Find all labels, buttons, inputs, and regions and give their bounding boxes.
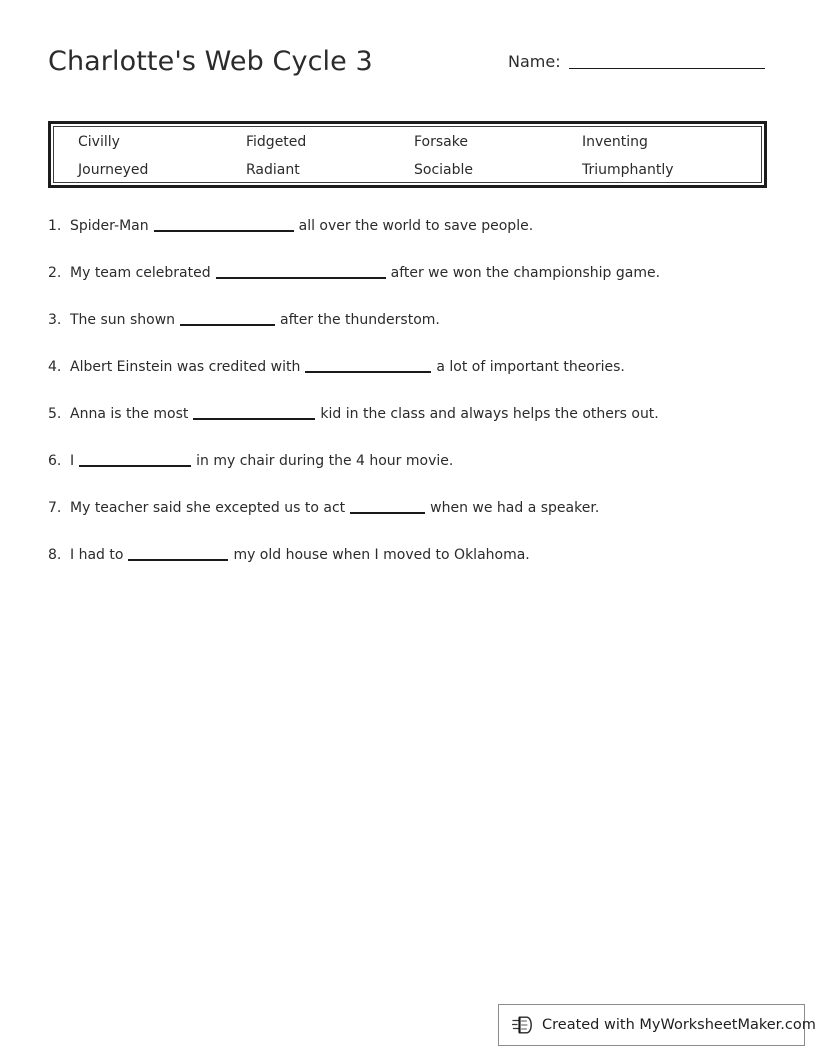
question-item <box>48 404 778 451</box>
word-bank-word: Inventing <box>582 134 648 150</box>
question-body <box>70 310 440 330</box>
question-text-before-blank: I had to <box>70 547 124 563</box>
name-input-line[interactable] <box>569 68 765 69</box>
question-number: 4. <box>48 359 62 375</box>
question-body <box>70 216 533 236</box>
answer-blank-line[interactable] <box>128 559 228 561</box>
question-body <box>70 545 530 565</box>
word-bank-inner-border <box>53 126 762 183</box>
question-text-after-blank: a lot of important theories. <box>436 359 625 375</box>
question-text-before-blank: The sun shown <box>70 312 176 328</box>
word-bank-word: Forsake <box>414 134 468 150</box>
word-bank-row <box>54 161 761 189</box>
question-text-after-blank: after we won the championship game. <box>390 265 661 281</box>
footer-attribution-badge[interactable] <box>498 1004 816 1046</box>
question-number: 1. <box>48 218 62 234</box>
name-label: Name: <box>508 52 561 71</box>
word-bank-word: Sociable <box>414 162 474 178</box>
answer-blank-line[interactable] <box>79 465 191 467</box>
question-text-after-blank: all over the world to save people. <box>298 218 534 234</box>
question-item <box>48 310 778 357</box>
question-item <box>48 263 778 310</box>
answer-blank-line[interactable] <box>180 324 275 326</box>
question-item <box>48 451 778 498</box>
answer-blank-line[interactable] <box>216 277 386 279</box>
question-text-after-blank: my old house when I moved to Oklahoma. <box>233 547 530 563</box>
question-text-before-blank: Spider-Man <box>70 218 149 234</box>
worksheet-header <box>0 0 816 110</box>
word-bank-row <box>54 133 761 161</box>
question-text-before-blank: My team celebrated <box>70 265 211 281</box>
question-list <box>48 216 778 592</box>
question-number: 2. <box>48 265 62 281</box>
answer-blank-line[interactable] <box>193 418 315 420</box>
question-item <box>48 357 778 404</box>
word-bank-word: Journeyed <box>78 162 149 178</box>
worksheet-maker-logo-icon <box>512 1014 534 1036</box>
question-number: 7. <box>48 500 62 516</box>
question-text-before-blank: Albert Einstein was credited with <box>70 359 301 375</box>
question-text-after-blank: in my chair during the 4 hour movie. <box>196 453 454 469</box>
question-item <box>48 498 778 545</box>
answer-blank-line[interactable] <box>154 230 294 232</box>
word-bank-word: Civilly <box>78 134 120 150</box>
question-text-after-blank: when we had a speaker. <box>430 500 600 516</box>
footer-attribution-text: Created with MyWorksheetMaker.com <box>542 1017 816 1033</box>
name-field-group <box>508 52 765 72</box>
answer-blank-line[interactable] <box>350 512 425 514</box>
question-body <box>70 498 599 518</box>
word-bank-word: Triumphantly <box>582 162 674 178</box>
question-number: 3. <box>48 312 62 328</box>
question-number: 5. <box>48 406 62 422</box>
question-text-before-blank: Anna is the most <box>70 406 189 422</box>
page-title: Charlotte's Web Cycle 3 <box>48 46 373 77</box>
question-text-before-blank: My teacher said she excepted us to act <box>70 500 346 516</box>
question-item <box>48 216 778 263</box>
question-item <box>48 545 778 592</box>
question-body <box>70 263 660 283</box>
answer-blank-line[interactable] <box>305 371 431 373</box>
question-number: 8. <box>48 547 62 563</box>
question-number: 6. <box>48 453 62 469</box>
word-bank-word: Radiant <box>246 162 300 178</box>
question-body <box>70 451 453 471</box>
question-text-after-blank: after the thunderstom. <box>280 312 440 328</box>
word-bank-word: Fidgeted <box>246 134 307 150</box>
question-text-after-blank: kid in the class and always helps the others out. <box>320 406 659 422</box>
question-text-before-blank: I <box>70 453 75 469</box>
question-body <box>70 357 625 377</box>
word-bank-box <box>48 121 767 188</box>
question-body <box>70 404 659 424</box>
